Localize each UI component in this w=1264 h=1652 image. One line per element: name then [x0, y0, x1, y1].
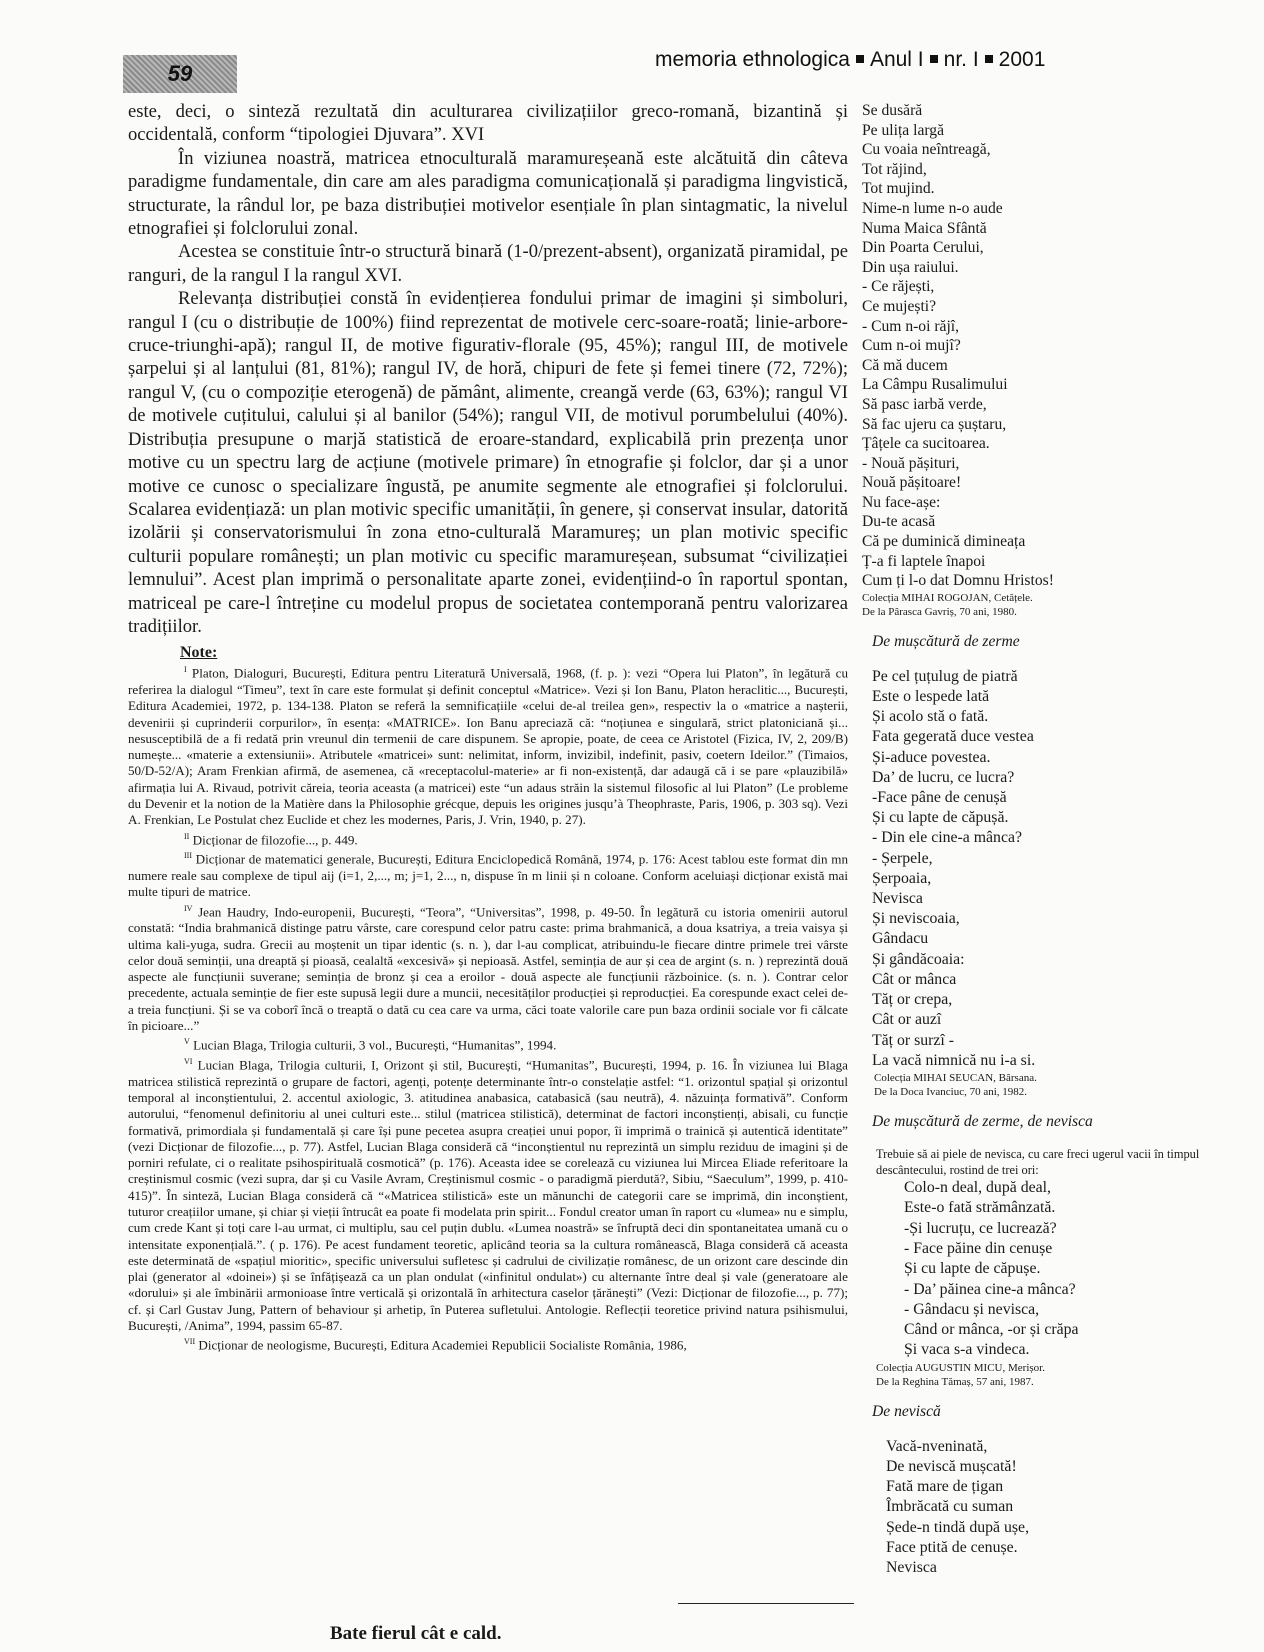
text-line: Cât or auzî [872, 1011, 942, 1029]
footnote-mark: VI [184, 1056, 193, 1066]
footnote-text: Platon, Dialoguri, București, Editura pentru Literatură Universală, 1968, (f. p. ): vezi “Opera lui Platon”, în legătură cu referirea la dialogul “Timeu”, text în care este formulat și definit conceptul «Matrice». Vezi și Ion Banu, Platon heraclitic..., București, Editura Academiei, 1972, p. 134-138. Platon se referă la semnificațiile «celui de-al treilea gen», respectiv la o «matrice a nașterii, devenirii și cuprinderii corpurilor», în esența: «MATRICE». Ion Banu apreciază că: “noțiunea e singulară, strict platoniciană și... nesusceptibilă de a fi redată prin vreunul din termenii de care dispunem. Se apropie, poate, de ceea ce Aristotel (Fizica, IV, 2, 209/B) numește... «materie a extensiunii». Atributele «matricei» sunt: nelimitat, inform, invizibil, indefinit, pasiv, coetern Ideilor.” (Timaios, 50/D-52/A); Aram Frenkian afirmă, de asemenea, că «receptacolul-materie» ar fi non-existență, dar adaugă că i se pare «plauzibilă» afirmația lui A. Rivaud, potrivit căreia, teoria aceasta (a matricei) este “un adaus străin la sistemul filosofic al lui Platon” (Le probleme du Devenir et la notion de la Matière dans la Philosophie grécque, depuis les origines jusqu’à Theophraste, Paris, 1906, p. 303 sq). Vezi A. Frenkian, Le Postulat chez Euclide et chez les modernes, Paris, J. Vrin, 1940, p. 27). [128, 665, 848, 828]
footnote-mark: I [184, 665, 187, 675]
year-label: Anul I [869, 48, 924, 71]
footnote [128, 901, 848, 1035]
issue-label: nr. I [943, 48, 979, 71]
paragraph: Acestea se constituie într-o structură binară (1-0/prezent-absent), organizată piramidal, pe ranguri, de la rangul I la rangul XVI. [128, 241, 848, 286]
collection-source [874, 1071, 1258, 1099]
paragraph: În viziunea noastră, matricea etnoculturală maramureșeană este alcătuită din câteva paradigme fundamentale, din care am ales paradigma comunicațională și paradigma lingvistică, structurate, la rândul lor, pe baza distribuției motivelor esențiale în plan sintagmatic, la nivelul etnografiei și folclorului zonal. [128, 147, 848, 240]
text-line: - Ce răjești, [862, 278, 935, 296]
poem [904, 1178, 1258, 1361]
text-line: Du-te acasă [862, 513, 936, 531]
text-line: Nevisca [872, 890, 923, 908]
footnote-mark: III [184, 851, 192, 861]
text-line: Tot răjind, [862, 160, 927, 178]
text-line: Gândacu [872, 930, 929, 948]
text-line: Tăț or surzî - [872, 1031, 955, 1049]
footnote [128, 1334, 848, 1354]
text-line: Colecția MIHAI ROGOJAN, Cetățele. [862, 591, 1033, 604]
text-line: Ț-a fi laptele înapoi [862, 552, 986, 570]
text-line: Din ușa raiului. [862, 258, 959, 276]
text-line: Și cu lapte de căpușă. [872, 809, 1009, 827]
text-line: De la Reghina Tămaș, 57 ani, 1987. [876, 1375, 1034, 1388]
section-title: De mușcătură de zerme [872, 632, 1020, 650]
footnote-mark: II [184, 831, 190, 841]
poem [862, 101, 1258, 591]
collection-source [862, 591, 1258, 619]
running-head [655, 48, 1115, 72]
footnote [128, 1034, 848, 1054]
text-line: Pe ulița largă [862, 121, 944, 139]
motto: Bate fierul cât e cald. [330, 1623, 502, 1644]
text-line: - Din ele cine-a mânca? [872, 829, 1022, 847]
text-line: - Da’ păinea cine-a mânca? [904, 1280, 1076, 1298]
text-line: Face ptită de cenușe. [886, 1538, 1018, 1556]
text-line: - Face păine din cenușe [904, 1239, 1053, 1257]
footnote-text: Jean Haudry, Indo-europenii, București, “Teora”, “Universitas”, 1998, p. 49-50. În legătură cu istoria omenirii autorul constată: “India brahmanică distinge patru vârste, care corespund celor patru caste: prima brahmanică, a doua ksatriya, a treia vaisya și ultima kali-yuga, sudra. Grecii au moștenit un tipar identic (s. n. ), dar l-au complicat, atribuindu-le fiecare dintre primele trei vârste celor două seminții, una dreaptă și pioasă, cealaltă «excesivă» și nepioasă. Astfel, seminția de aur și cea de argint (s. n. ) reprezintă două aspecte ale funcțiunii suverane; seminția de bronz și cea a eroilor - două aspecte ale funcțiunii războinice. (s. n. ). Contrar celor precedente, actuala seminție de fier este supusă legii dure a muncii, necesităților producției și reproducției. Ea corespunde exact celei de-a treia funcțiuni. Și se va coborî încă o treaptă o dată cu cea care va urma, căci toate valorile care pun baza ordinii sociale vor fi călcate în picioare...” [128, 903, 848, 1034]
text-line: - Nouă pășituri, [862, 454, 960, 472]
page-number: 59 [123, 55, 237, 93]
text-line: Că mă ducem [862, 356, 948, 374]
text-line: Și vaca s-a vindeca. [904, 1341, 1030, 1359]
text-line: Și cu lapte de căpușe. [904, 1260, 1041, 1278]
text-line: Șede-n tindă după ușe, [886, 1518, 1030, 1536]
poem [886, 1437, 1258, 1578]
text-line: - Șerpele, [872, 849, 933, 867]
text-line: Nime-n lume n-o aude [862, 199, 1003, 217]
footnote [128, 662, 848, 828]
text-line: Vacă-nveninată, [886, 1437, 988, 1455]
text-line: De neviscă mușcată! [886, 1457, 1017, 1475]
footnote [128, 1054, 848, 1334]
text-line: Tot mujind. [862, 180, 935, 198]
footnote [128, 848, 848, 900]
text-line: Este-o fată strămânzată. [904, 1199, 1056, 1217]
text-line: - Gândacu și nevisca, [904, 1300, 1040, 1318]
text-line: De la Doca Ivanciuc, 70 ani, 1982. [874, 1085, 1028, 1098]
footnotes [128, 662, 848, 1354]
text-line: Fată mare de țigan [886, 1478, 1004, 1496]
text-line: De la Pârasca Gavriș, 70 ani, 1980. [862, 605, 1017, 618]
separator-square [856, 55, 864, 63]
text-line: -Și lucruțu, ce lucrează? [904, 1219, 1057, 1237]
footnote-mark: V [184, 1037, 190, 1047]
text-line: Și-aduce povestea. [872, 748, 991, 766]
text-line: Din Poarta Cerului, [862, 239, 984, 257]
paragraph: este, deci, o sinteză rezultată din aculturarea civilizațiilor greco-romană, bizantină și occidentală, conform “tipologiei Djuvara”. XVI [128, 101, 848, 146]
text-line: Să fac ujeru ca șuștaru, [862, 415, 1007, 433]
text-line: Cum n-oi mujî? [862, 337, 961, 355]
text-line: Că pe duminică dimineața [862, 533, 1026, 551]
footnote-text: Lucian Blaga, Trilogia culturii, 3 vol., București, “Humanitas”, 1994. [193, 1037, 557, 1053]
section-title: De mușcătură de zerme, de nevisca [872, 1112, 1093, 1130]
text-line: Cât or mânca [872, 970, 957, 988]
footnote-mark: IV [184, 903, 193, 913]
footnote-text: Dicționar de matematici generale, București, Editura Enciclopedică Română, 1974, p. 176: Acest tablou este format din mn numere reale sau complexe de tipul aij (i=1, 2,..., m; j=1, 2..., n, dispuse în m linii și n coloane. Conform aceluiași dicționar există mai multe tipuri de matrice. [128, 851, 848, 900]
footnote-mark: VII [184, 1337, 196, 1347]
text-line: Tăț or crepa, [872, 991, 953, 1009]
text-line: Cum ți l-o dat Domnu Hristos! [862, 572, 1054, 590]
footnote [128, 829, 848, 849]
footnote-text: Lucian Blaga, Trilogia culturii, I, Orizont și stil, București, “Humanitas”, București, 1994, p. 16. În viziunea lui Blaga matricea stilistică reprezintă o grupare de factori, agenți, potențe determinante într-o constelație astfel: “1. orizontul spațial și orizontul temporal al inconștientului, 2. accentul axiologic, 3. atitudinea anabasica, catabasică (sau neutră), 4. năzuința formativă”. Conform autorului, “fenomenul definitoriu al unei culturi este... stilul (matricea stilistică), determinat de factori inconștienți, abisali, cu funcție formativă, primordiala și fundamentală și care își pune pecetea asupra creației unui popor, îi imprimă o trainică și autentică identitate” (vezi Dicționar de filozofie..., p. 77). Astfel, Lucian Blaga consideră că “inconștientul nu reprezintă un simplu reziduu de imagini și de porniri refulate, ci o realitate psihospirituală cosmotică” (p. 176). Aceasta idee se corelează cu viziunea lui Mircea Eliade referitoare la creștinismul cosmic (vezi supra, dar și cu Vasile Avram, Creștinismul cosmic - o paradigmă pierdută?, Sibiu, “Saeculum”, 1999, p. 410-415)”. În sinteză, Lucian Blaga consideră că “«Matricea stilistică» este un mănunchi de categorii care se imprimă, din inconștient, tuturor creațiilor umane, și chiar și vieții întrucât ea poate fi modelata prin spirit... Fondul creator uman în raport cu «lumea» nu e simplu, cum crede Kant și toți care l-au urmat, ci multiplu, sau cel puțin dublu. «Lumea noastră» se înfruptă deci din spontaneitatea umană cu o intensitate exponențială.”. ( p. 176). Pe acest fundament teoretic, aplicând teoria sa la cultura românească, Blaga consideră că aceasta este determinată de «spațiul mioritic», specific universului sufletesc și cadrului de civilizație românesc, de un orizont care descinde din plai (generator al «doinei») și se înfățișează ca un plan ondulat («infinitul ondulat») cu alternante între deal și vale (generatoare ale «dorului» și ale îmbinării armonioase între verticală și orizontală în arhitectura caselor țărănești” (Vezi: Dicționar de filozofie..., p. 77); cf. și Carl Gustav Jung, Pattern of behaviour și arhetip, în Puterea sufletului. Antologie. Reflecții teoretice privind natura psihismului, București, /Anima”, 1994, passim 65-87. [128, 1057, 848, 1334]
text-line: Și acolo stă o fată. [872, 708, 989, 726]
text-line: Nu face-așe: [862, 493, 941, 511]
text-line: Să pasc iarbă verde, [862, 395, 987, 413]
text-line: Este o lespede lată [872, 688, 990, 706]
text-line: Îmbrăcată cu suman [886, 1498, 1014, 1516]
text-line: Nouă pășitoare! [862, 474, 962, 492]
collection-source [876, 1361, 1258, 1389]
publication-year: 2001 [998, 48, 1046, 71]
text-line: Și gândăcoaia: [872, 950, 965, 968]
text-line: Când or mânca, -or și crăpa [904, 1321, 1079, 1339]
poem-intro: Trebuie să ai piele de nevisca, cu care freci ugerul vacii în timpul descântecului, rostind de trei ori: [876, 1146, 1200, 1177]
side-column [862, 101, 1258, 1578]
poem [872, 667, 1258, 1071]
text-line: Da’ de lucru, ce lucra? [872, 768, 1015, 786]
text-line: Pe cel țuțulug de piatră [872, 667, 1018, 685]
text-line: Se dusără [862, 102, 923, 119]
text-line: Numa Maica Sfântă [862, 219, 987, 237]
section-title: De neviscă [872, 1402, 941, 1420]
text-line: Țâțele ca sucitoarea. [862, 435, 990, 453]
notes-title: Note: [180, 644, 218, 662]
text-line: Fata gegerată duce vestea [872, 728, 1034, 746]
text-line: - Cum n-oi răjî, [862, 317, 960, 335]
main-column [128, 100, 848, 1354]
paragraph: Relevanța distribuției constă în evidențierea fondului primar de imagini și simboluri, rangul I (cu o distribuție de 100%) fiind reprezentat de motivele cerc-soare-roată; linie-arbore-cruce-triunghi-apă); rangul II, de motive figurativ-florale (95, 45%); rangul III, de motivele șarpelui și al lanțului (81, 81%); rangul IV, de horă, chipuri de fete și femei tinere (72, 72%); rangul V, (cu o compoziție eterogenă) de pământ, alimente, creangă verde (63, 63%); rangul VI de motivele cuțitului, calului și al banilor (54%); rangul VII, de motivul porumbelului (40%). Distribuția presupune o marjă statistică de eroare-standard, explicabilă prin prezența unor motive cu un spectru larg de acțiune (motivele primare) în etnografie și folclor, dar și a unor motive ce cunosc o specializare îngustă, pe anumite segmente ale etnografiei și folclorului. Scalarea evidențiază: un plan motivic specific umanității, în genere, și conservat insular, datorită izolării și conservatorismului în zona etno-culturală Maramureș; un plan motivic specific culturii populare românești; un plan motivic cu specific maramureșean, subsumat “civilizației lemnului”. Acest plan imprimă o personalitate aparte zonei, evidențiind-o în raportul spontan, matriceal pe care-l întreține cu modelul propus de societatea contemporană pentru valorizarea tradițiilor. [128, 288, 848, 637]
article-body [128, 100, 848, 638]
text-line: Cu voaia neîntreagă, [862, 141, 991, 159]
footnote-text: Dicționar de filozofie..., p. 449. [192, 832, 358, 848]
footnote-text: Dicționar de neologisme, București, Editura Academiei Republicii Socialiste România, 1986, [198, 1337, 687, 1353]
separator-square [930, 55, 938, 63]
separator-square [985, 55, 993, 63]
text-line: La Câmpu Rusalimului [862, 376, 1008, 394]
text-line: Ce mujești? [862, 297, 937, 315]
text-line: Și neviscoaia, [872, 910, 960, 928]
text-line: Nevisca [886, 1558, 937, 1576]
text-line: -Face pâne de cenușă [872, 789, 1007, 807]
text-line: Colo-n deal, după deal, [904, 1179, 1051, 1197]
journal-title: memoria ethnologica [655, 48, 850, 71]
divider [678, 1603, 854, 1604]
text-line: Șerpoaia, [872, 869, 932, 887]
text-line: Colecția AUGUSTIN MICU, Merișor. [876, 1361, 1045, 1374]
text-line: Colecția MIHAI SEUCAN, Bârsana. [874, 1071, 1037, 1084]
text-line: La vacă nimnică nu i-a si. [872, 1051, 1036, 1069]
